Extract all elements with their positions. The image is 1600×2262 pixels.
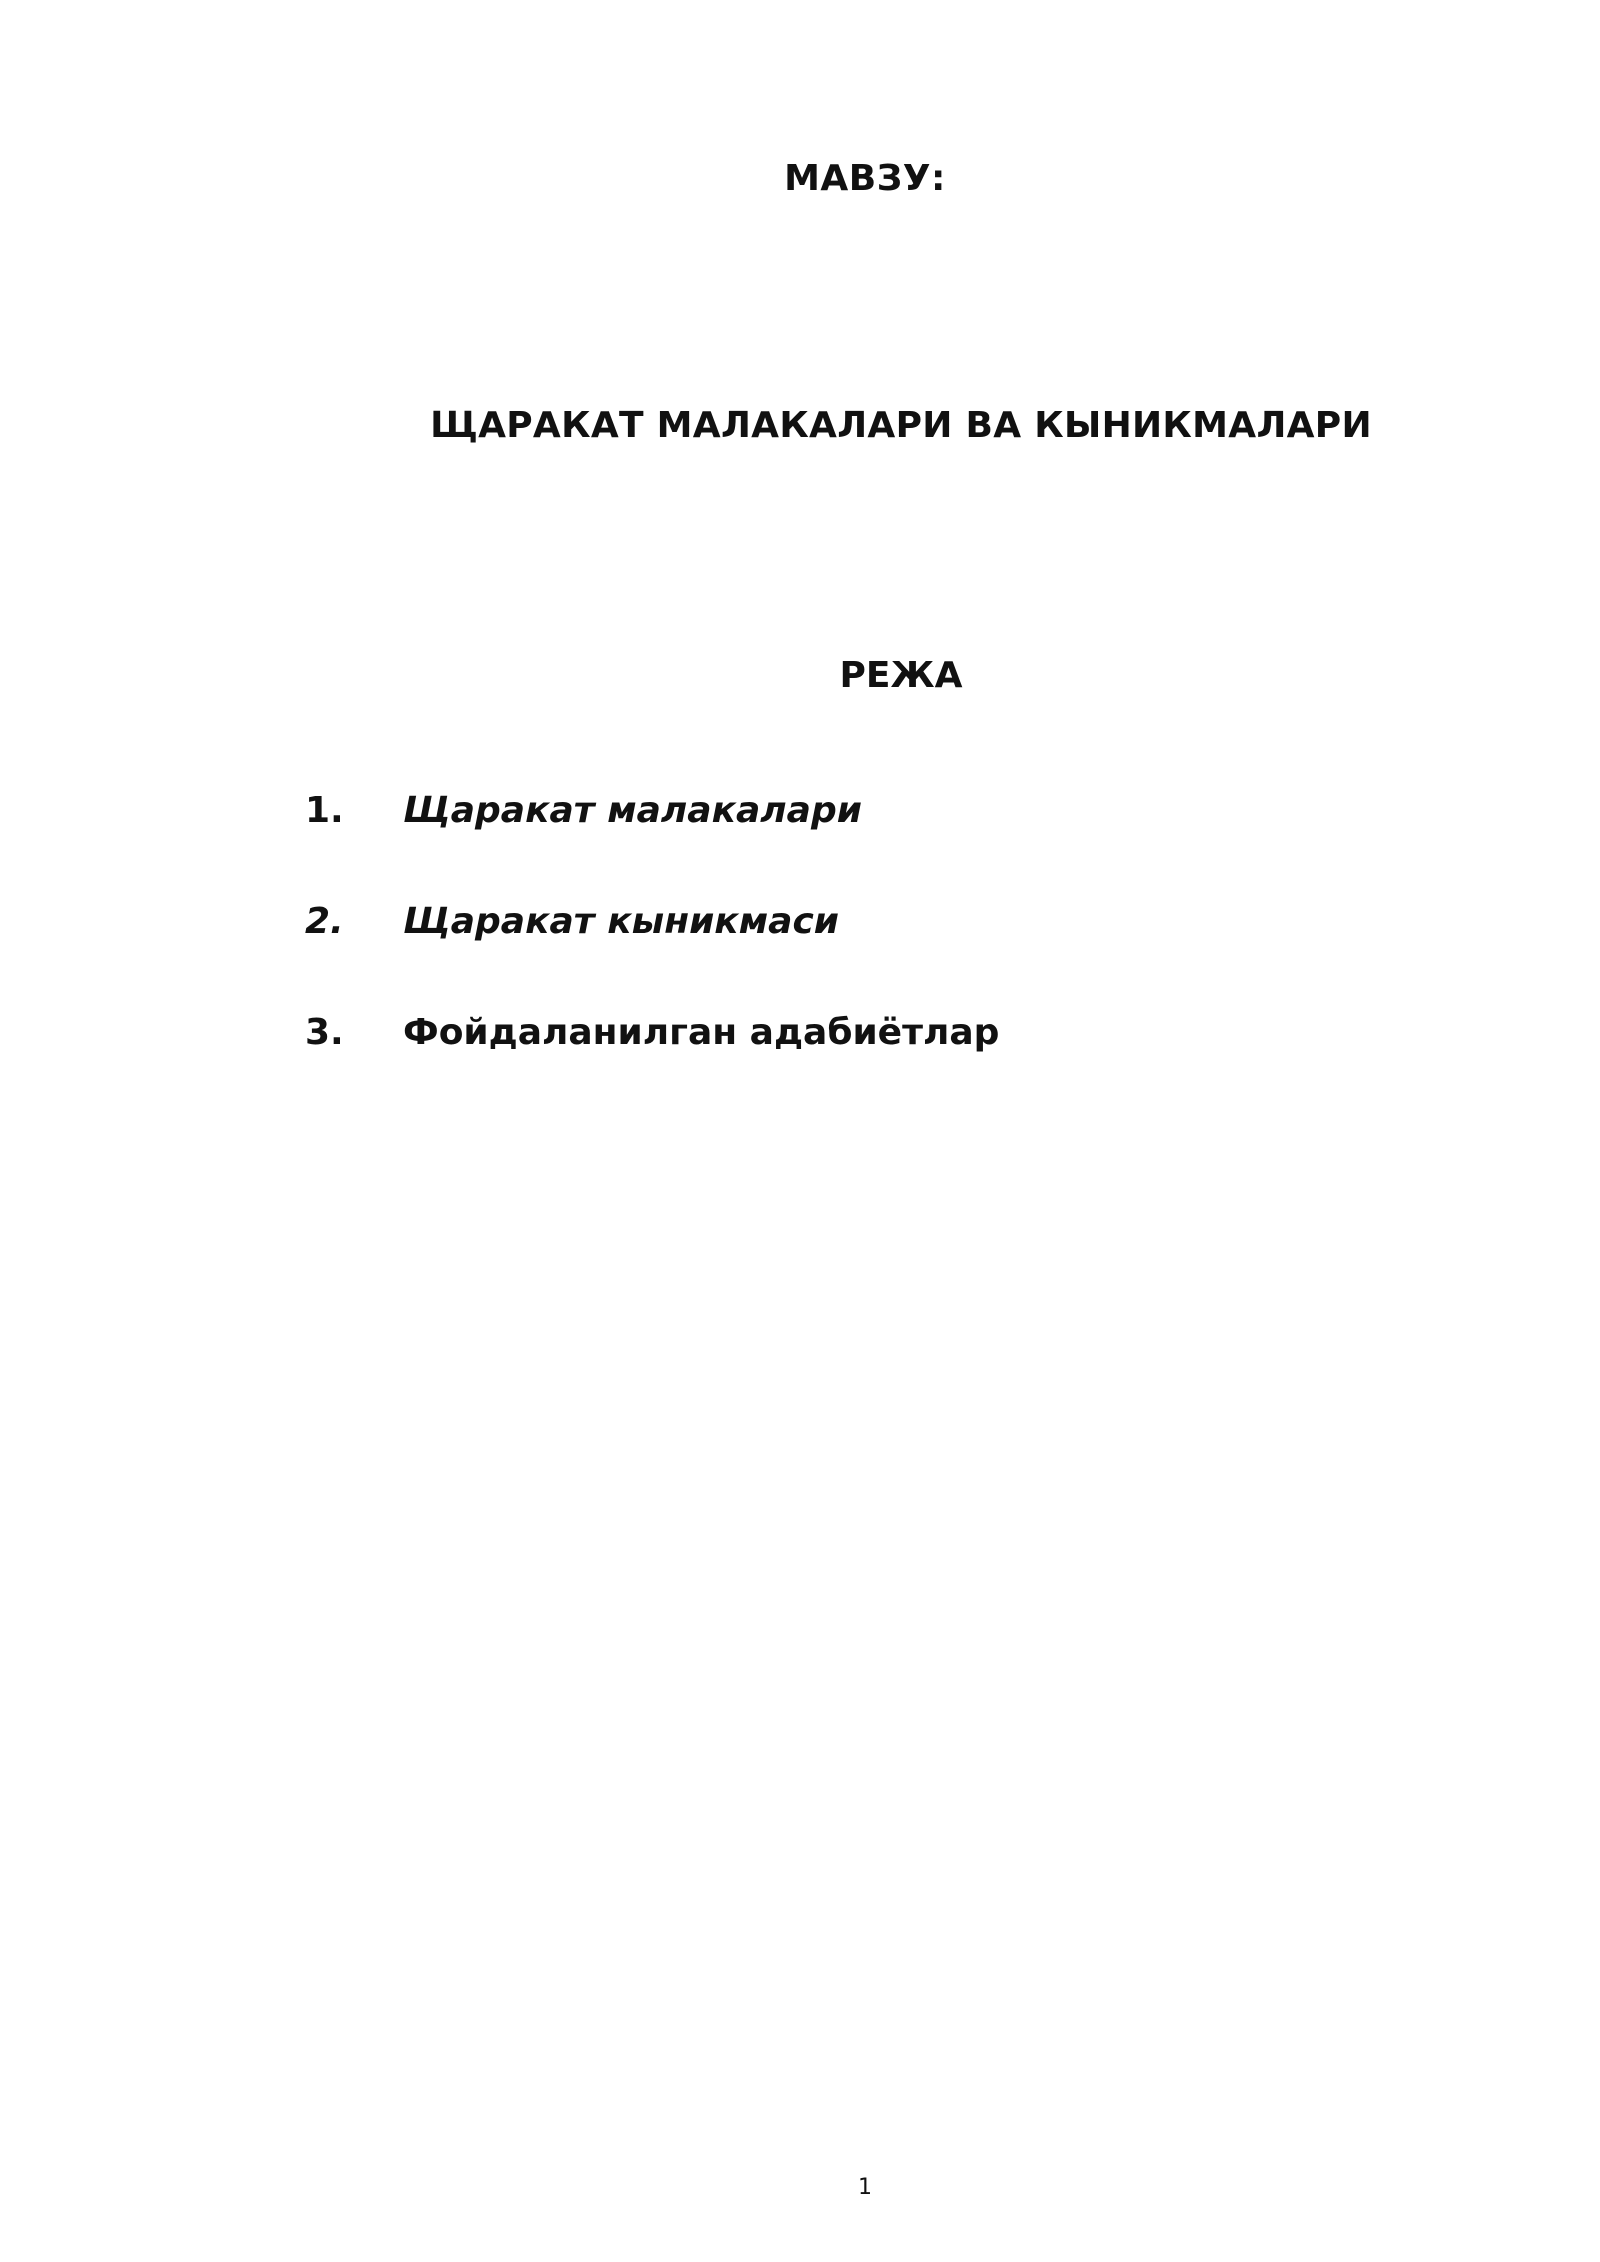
page-number: 1 — [858, 2175, 872, 2200]
plan-item — [305, 901, 999, 1012]
topic-title: ЩАРАКАТ МАЛАКАЛАРИ ВА КЫНИКМАЛАРИ — [430, 405, 1372, 446]
plan-item-text: Щаракат кыникмаси — [403, 901, 840, 942]
plan-item-text: Щаракат малакалари — [403, 790, 862, 831]
plan-item-number: 1. — [305, 790, 344, 831]
plan-list — [305, 790, 999, 1123]
plan-item-number: 3. — [305, 1012, 344, 1053]
subject-label: МАВЗУ: — [784, 158, 946, 199]
plan-heading: РЕЖА — [839, 655, 963, 696]
plan-item — [305, 790, 999, 901]
plan-item — [305, 1012, 999, 1123]
plan-item-text: Фойдаланилган адабиётлар — [403, 1012, 1000, 1053]
plan-item-number: 2. — [305, 901, 344, 942]
